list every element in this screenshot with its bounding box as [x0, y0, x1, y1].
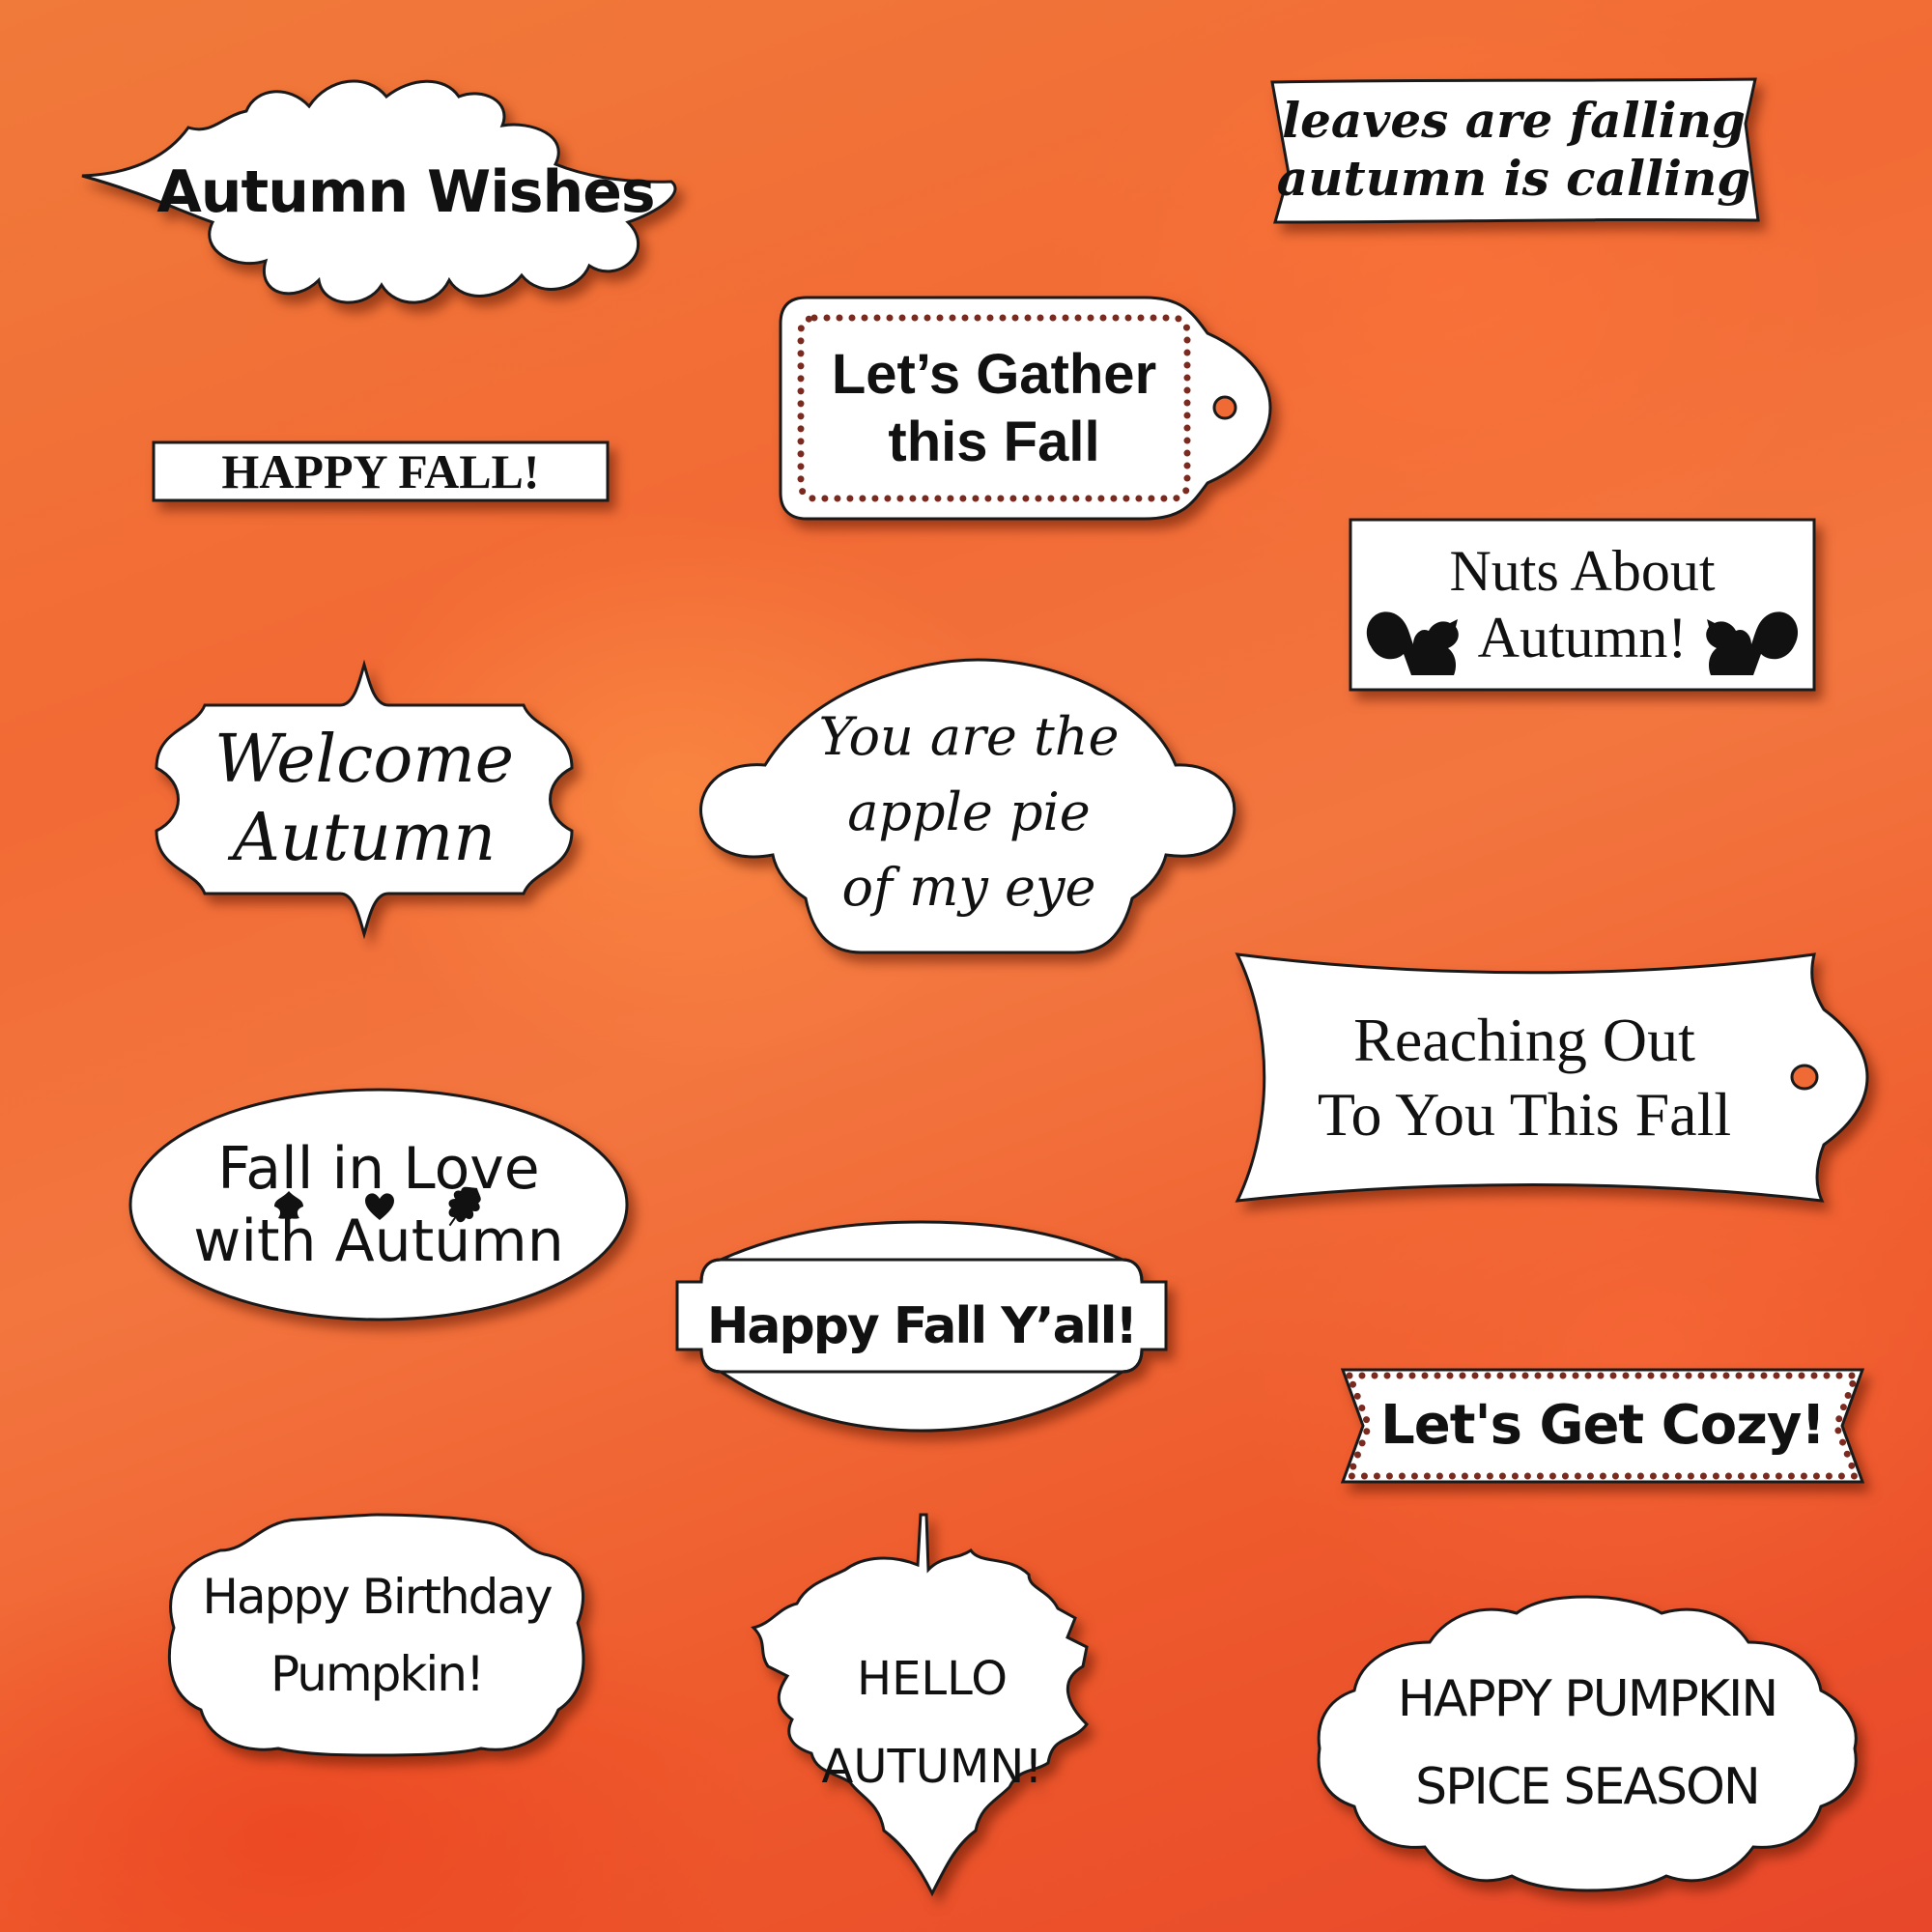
label-happy-fall: [151, 440, 611, 503]
label-autumn-wishes: [77, 68, 696, 319]
label-fall-in-love: [128, 1087, 630, 1323]
label-line-1: Welcome: [213, 722, 515, 799]
label-line-2: autumn is calling: [1276, 150, 1751, 207]
label-reaching-out: [1235, 952, 1870, 1205]
label-line-3: of my eye: [841, 857, 1096, 919]
label-line-1: Happy Birthday: [202, 1568, 552, 1625]
label-line-2: SPICE SEASON: [1415, 1758, 1759, 1816]
label-pumpkin-spice: [1314, 1594, 1861, 1893]
tag-hole: [1214, 397, 1236, 418]
label-line-2: with Autumn: [193, 1207, 564, 1275]
label-line-1: HELLO: [857, 1651, 1008, 1706]
label-line-2: AUTUMN!: [821, 1740, 1043, 1794]
label-line-1: Nuts About: [1449, 539, 1716, 603]
label-line-2: this Fall: [888, 410, 1100, 473]
label-happy-birthday-pumpkin: [162, 1512, 591, 1758]
label-line-2: apple pie: [847, 781, 1091, 842]
label-nuts-about-autumn: [1348, 517, 1817, 693]
label-text: Let's Get Cozy!: [1380, 1393, 1825, 1457]
label-apple-pie: [697, 657, 1240, 956]
label-welcome-autumn: [147, 662, 582, 937]
label-text: HAPPY FALL!: [221, 444, 540, 498]
label-line-2: Pumpkin!: [270, 1645, 483, 1702]
label-line-1: Reaching Out: [1353, 1006, 1695, 1075]
label-lets-get-cozy: [1340, 1367, 1865, 1485]
label-text: Autumn Wishes: [156, 158, 655, 227]
label-hello-autumn: [749, 1512, 1116, 1896]
label-text: Happy Fall Y’all!: [706, 1296, 1137, 1355]
label-line-1: You are the: [818, 705, 1120, 767]
label-line-2: To You This Fall: [1317, 1080, 1732, 1149]
label-line-2: Autumn: [232, 799, 497, 876]
label-line-1: Let’s Gather: [831, 342, 1157, 406]
label-leaves-falling: [1267, 77, 1760, 222]
label-line-2: Autumn!: [1477, 606, 1688, 669]
label-line-1: Fall in Love: [217, 1134, 540, 1203]
label-lets-gather: [778, 295, 1272, 522]
label-line-1: HAPPY PUMPKIN: [1397, 1670, 1777, 1728]
label-happy-fall-yall: [674, 1219, 1169, 1434]
label-line-1: leaves are falling: [1282, 92, 1746, 149]
